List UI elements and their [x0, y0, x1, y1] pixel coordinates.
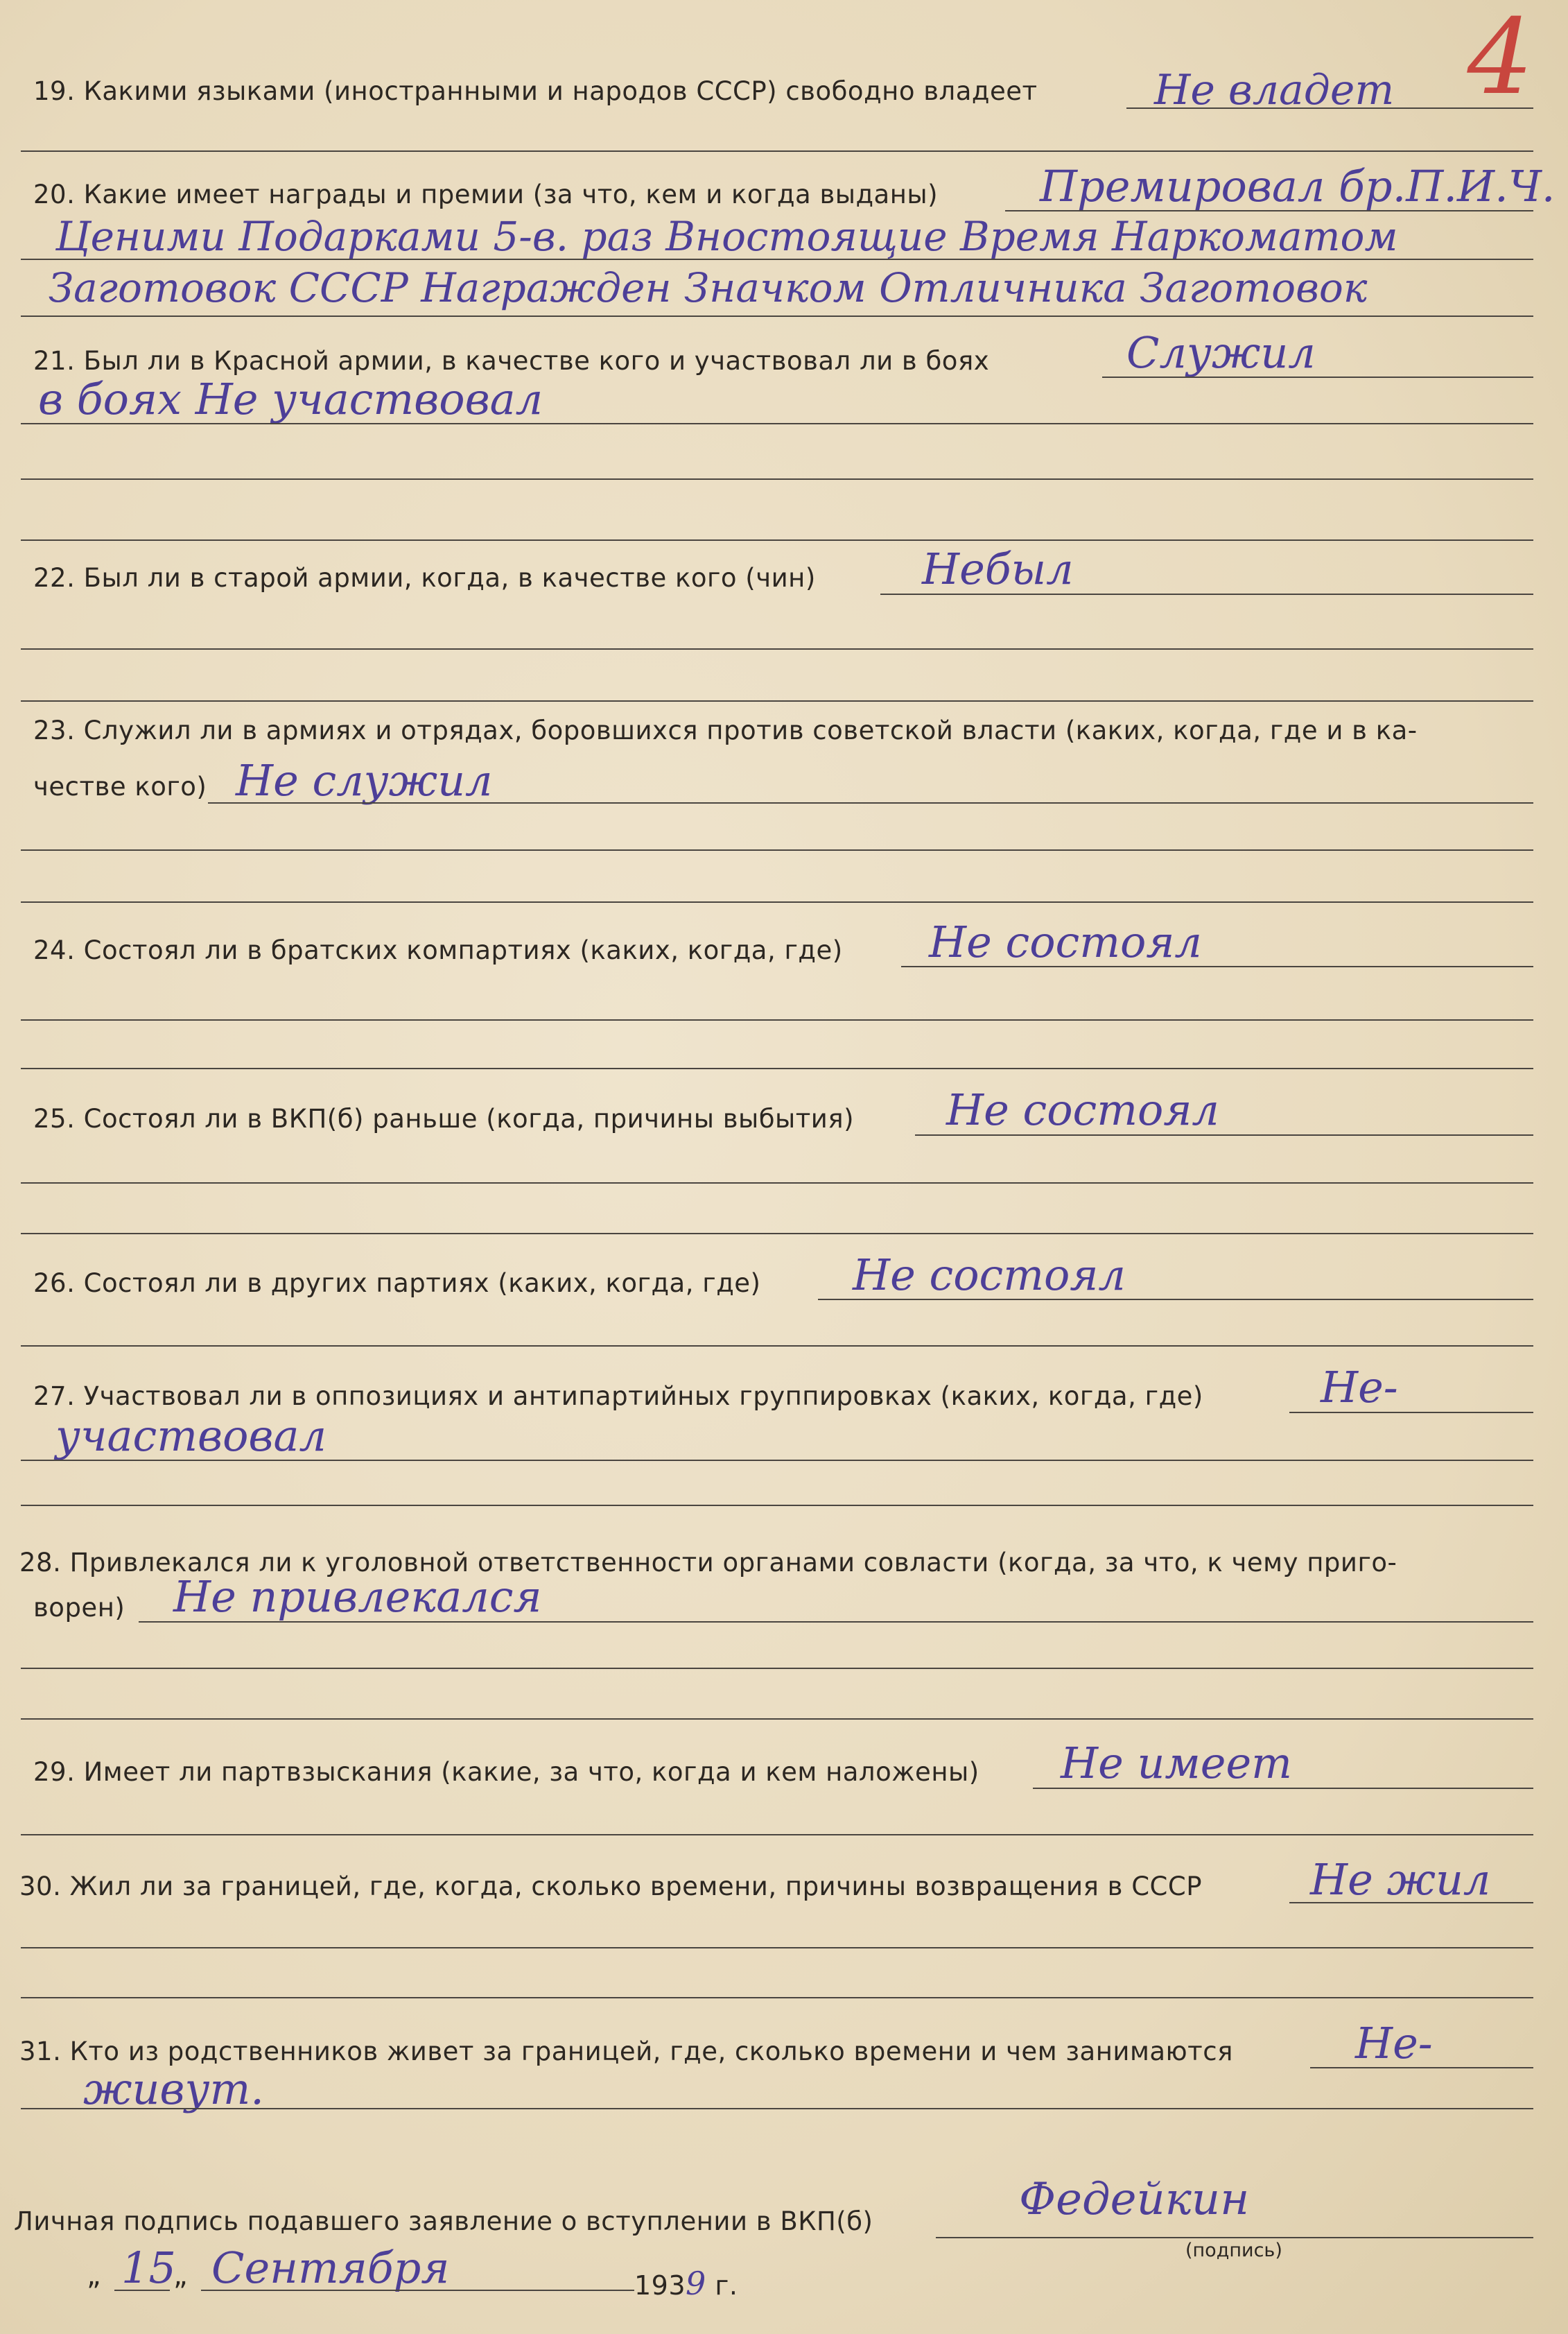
question-30: 30. Жил ли за границей, где, когда, сколько времени, причины возвращения в СССР: [19, 1871, 1203, 1901]
rule-20c: [21, 315, 1533, 317]
question-20: 20. Какие имеет награды и премии (за что, кем и когда выданы): [33, 180, 939, 209]
page-number: 4: [1467, 0, 1533, 118]
question-28-cont: ворен): [33, 1593, 125, 1623]
answer-25: Не состоял: [946, 1084, 1219, 1135]
rule-22c: [21, 700, 1533, 702]
question-28: 28. Привлекался ли к уголовной ответственности органами совласти (когда, за что, к чему приго-: [19, 1548, 1397, 1577]
rule-31b: [21, 2108, 1533, 2109]
rule-25a: [915, 1134, 1533, 1136]
rule-30c: [21, 1997, 1533, 1998]
answer-21-line2: в боях Не участвовал: [38, 374, 543, 424]
question-29: 29. Имеет ли партвзыскания (какие, за что, когда и кем наложены): [33, 1757, 979, 1787]
answer-24: Не состоял: [929, 917, 1202, 967]
rule-28c: [21, 1718, 1533, 1720]
signature-caption: (подпись): [1185, 2240, 1282, 2261]
rule-27a: [1289, 1412, 1533, 1413]
question-19: 19. Какими языками (иностранными и народов СССР) свободно владеет: [33, 76, 1038, 106]
answer-20-line2: Ценими Подарками 5-в. раз Вностоящие Время Наркоматом: [55, 213, 1398, 260]
rule-27c: [21, 1505, 1533, 1506]
date-day-line: [114, 2290, 170, 2291]
rule-23a: [208, 802, 1533, 804]
answer-22: Небыл: [922, 544, 1074, 594]
question-21: 21. Был ли в Красной армии, в качестве кого и участвовал ли в боях: [33, 346, 990, 376]
rule-26a: [818, 1299, 1533, 1300]
answer-29: Не имеет: [1061, 1738, 1292, 1788]
rule-29a: [1033, 1788, 1533, 1789]
rule-28a: [139, 1621, 1533, 1623]
rule-19a: [1126, 107, 1533, 109]
answer-21-line1: Служил: [1126, 327, 1316, 378]
date-open-quote: „: [87, 2260, 102, 2292]
rule-22b: [21, 648, 1533, 650]
rule-21b: [21, 423, 1533, 424]
question-24: 24. Состоял ли в братских компартиях (каких, когда, где): [33, 935, 843, 965]
rule-26b: [21, 1345, 1533, 1347]
question-22: 22. Был ли в старой армии, когда, в качестве кого (чин): [33, 563, 816, 593]
question-23: 23. Служил ли в армиях и отрядах, боровшихся против советской власти (каких, когда, где и в ка-: [33, 716, 1418, 745]
question-31: 31. Кто из родственников живет за границей, где, сколько времени и чем занимаются: [19, 2037, 1233, 2066]
rule-27b: [21, 1460, 1533, 1461]
answer-20-line1: Премировал бр.П.И.Ч.: [1040, 161, 1556, 211]
signature-statement: Личная подпись подавшего заявление о вступлении в ВКП(б): [14, 2206, 873, 2236]
answer-27-line2: участвовал: [55, 1410, 326, 1461]
date-close-quote: „: [173, 2260, 189, 2292]
answer-28: Не привлекался: [173, 1571, 542, 1622]
rule-31a: [1310, 2067, 1533, 2068]
rule-19b: [21, 150, 1533, 152]
question-26: 26. Состоял ли в других партиях (каких, когда, где): [33, 1268, 761, 1298]
date-year: 1939 г.: [634, 2265, 738, 2302]
rule-21c: [21, 478, 1533, 480]
rule-24b: [21, 1019, 1533, 1021]
rule-25c: [21, 1233, 1533, 1234]
handwritten-signature: Федейкин: [1019, 2174, 1250, 2225]
answer-20-line3: Заготовок СССР Награжден Значком Отличника Заготовок: [49, 264, 1368, 311]
answer-30: Не жил: [1310, 1854, 1491, 1905]
date-month: Сентября: [211, 2242, 450, 2293]
rule-29b: [21, 1834, 1533, 1835]
answer-27-line1: Не-: [1321, 1362, 1398, 1412]
rule-24a: [901, 966, 1533, 967]
signature-line: [936, 2237, 1533, 2238]
rule-21d: [21, 539, 1533, 541]
rule-23b: [21, 849, 1533, 851]
rule-24c: [21, 1068, 1533, 1069]
rule-28b: [21, 1668, 1533, 1669]
answer-26: Не состоял: [853, 1250, 1126, 1300]
question-27: 27. Участвовал ли в оппозициях и антипартийных группировках (каких, когда, где): [33, 1381, 1203, 1411]
date-year-digit: 9: [686, 2265, 706, 2302]
rule-20a: [1005, 210, 1533, 211]
question-23-cont: честве кого): [33, 772, 207, 802]
rule-21a: [1102, 377, 1533, 378]
rule-25b: [21, 1182, 1533, 1184]
answer-19: Не владет: [1154, 66, 1395, 114]
answer-31-line2: живут.: [83, 2064, 264, 2114]
rule-20b: [21, 259, 1533, 260]
rule-23c: [21, 901, 1533, 903]
answer-31-line1: Не-: [1355, 2018, 1433, 2068]
rule-22a: [880, 594, 1533, 595]
date-day: 15: [121, 2242, 176, 2293]
date-month-line: [201, 2290, 634, 2291]
answer-23: Не служил: [236, 755, 493, 806]
rule-30b: [21, 1947, 1533, 1948]
rule-30a: [1289, 1902, 1533, 1903]
question-25: 25. Состоял ли в ВКП(б) раньше (когда, причины выбытия): [33, 1104, 855, 1134]
